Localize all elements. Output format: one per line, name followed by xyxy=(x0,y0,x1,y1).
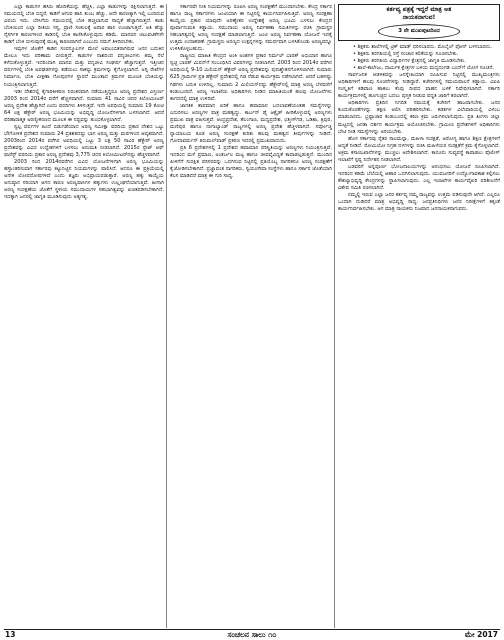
headline-line-2: ನಾಯಕನಾಗುವ! xyxy=(402,14,436,21)
paragraph: ಹೊಸ ಸರ್ಕಾರವು ರೈತರ ಸಾಲಮನ್ನಾ, ಮಹಿಳಾ ಸುರಕ್ಷತೆ, ಆರೋಗ್ಯ ಹಾಗೂ ಶಿಕ್ಷಣ ಕ್ಷೇತ್ರಗಳಿಗೆ ಆದ್ಯತೆ ನೀಡಿದೆ. ರೋಮಿಯೋ ನಿಗ್ರಹ ದಳಗಳನ್ನು ರಚಿಸಿ ಮಹಿಳೆಯರ ಸುರಕ್ಷತೆಗೆ ಕ್ರಮ ಕೈಗೊಳ್ಳಲಾಗಿದೆ. ಅಕ್ರಮ ಕಸಾಯಿಖಾನೆಗಳನ್ನು ಮುಚ್ಚಲು ಆದೇಶಿಸಲಾಗಿದೆ. ಕಾನೂನು ಸುವ್ಯವಸ್ಥೆ ಕಾಪಾಡಲು ಪೊಲೀಸ್ ಇಲಾಖೆಗೆ ಸ್ಪಷ್ಟ ನಿರ್ದೇಶನ ನೀಡಲಾಗಿದೆ. xyxy=(338,135,500,163)
paragraph: ಎಲ್ಲಾ ಕಾಡುಗಳ ಹಸಿರು ಹೊದಿಕೆಯನ್ನು ಹೆಚ್ಚಿಸಿ, ಎಲ್ಲಾ ಕಾಡುಗಳನ್ನು ರಕ್ಷಿಸಲಾಗುತ್ತದೆ. ಈ ಸಮಯದಲ್ಲಿ ಬೆಂಕಿ ಬಿದ್ದರೆ, ಕಾಡಿಗೆ ಆಗುವ ಹಾನಿ ತುಂಬ ಹೆಚ್ಚು. ಅದೇ ಕಾರಣಕ್ಕಾಗಿ ಇಲ್ಲಿ ಬಂದಿರುವ ವಿಷಯ ಇದು. ಬೇಸಿಗೆಯ ಸಮಯದಲ್ಲಿ ಬೆಂಕಿ ಹಚ್ಚಲಾಗುವ ಸಾಧ್ಯತೆ ಹೆಚ್ಚಾಗಿರುತ್ತದೆ. ಕಾಡು ಬೆಂಕಿಯಿಂದ ಎಲ್ಲಾ ರೀತಿಯ ಸಸ್ಯ, ಪ್ರಾಣಿ ಸಂಕುಲಕ್ಕೆ ಅಪಾರ ಹಾನಿ ಉಂಟಾಗುತ್ತದೆ. ಅತಿ ಹೆಚ್ಚು ನೈಸರ್ಗಿಕ ಕಾರಣಗಳಿಂದ ಕಾಡಿನಲ್ಲಿ ಬೆಂಕಿ ಕಾಣಿಸಿಕೊಳ್ಳುವುದು ಕಡಿಮೆ. ಮಾನವನ ಚಟುವಟಿಕೆಗಳೇ ಕಾಡಿಗೆ ಬೆಂಕಿ ಬೀಳುವುದಕ್ಕೆ ಮುಖ್ಯ ಕಾರಣವಾಗಿದೆ ಎಂಬುದು ನಮಗೆ ತಿಳಿದಿರಬೇಕು. xyxy=(4,4,164,46)
page-number: 13 xyxy=(5,630,16,639)
paragraph: ಇವುಗಳ ಜೊತೆಗೆ ಕಾಡಿನ ಸಂಪನ್ಮೂಲಗಳ ಮೇಲೆ ಅವಲಂಬಿತರಾಗಿರುವ ಜನರ ಬದುಕಿನ ಮೇಲೂ ಇದು ಪರಿಣಾಮ ಬೀರುತ್ತದೆ. ಕಾಡುಗಳ ನಾಶದಿಂದ ವನ್ಯಜೀವಿಗಳು ತಮ್ಮ ನೆಲೆ ಕಳೆದುಕೊಳ್ಳುತ್ತವೆ. ಇದರಿಂದಾಗಿ ಮಾನವ ಮತ್ತು ವನ್ಯಜೀವಿ ಸಂಘರ್ಷ ಹೆಚ್ಚಾಗುತ್ತದೆ. ಇತ್ತೀಚಿನ ವರ್ಷಗಳಲ್ಲಿ ಬೆಂಕಿ ಅವಘಡಗಳನ್ನು ತಡೆಯಲು ಸಾಕಷ್ಟು ಕ್ರಮಗಳನ್ನು ಕೈಗೊಳ್ಳಲಾಗಿದೆ. ಅಗ್ನಿ ರೇಖೆಗಳ ನಿರ್ಮಾಣ, ಬೆಂಕಿ ವೀಕ್ಷಣಾ ಗೋಪುರಗಳ ಸ್ಥಾಪನೆ ಮುಂತಾದ ಕ್ರಮಗಳ ಮೂಲಕ ಬೆಂಕಿಯನ್ನು ನಿಯಂತ್ರಿಸಲಾಗುತ್ತಿದೆ. xyxy=(4,46,164,88)
paragraph: ಪ್ರತಿ 6 ಪ್ರದೇಶಗಳಲ್ಲಿ 1 ಪ್ರದೇಶದ ಹವಾಮಾನ ಪರಿಸ್ಥಿತಿಯನ್ನು ಅರಣ್ಯಗಳು ನಿಯಂತ್ರಿಸುತ್ತವೆ. ಇದರಿಂದ ಮಳೆ ಪ್ರಮಾಣ, ಅಂತರ್ಜಲ ಮಟ್ಟ ಹಾಗೂ ಜೀವವೈವಿಧ್ಯತೆ ಕಾಪಾಡಲ್ಪಡುತ್ತದೆ. ಮುಂದಿನ ಪೀಳಿಗೆಗೆ ಸುರಕ್ಷಿತ ಪರಿಸರವನ್ನು ಒದಗಿಸುವ ನಿಟ್ಟಿನಲ್ಲಿ ಪ್ರತಿಯೊಬ್ಬ ನಾಗರಿಕನೂ ಅರಣ್ಯ ಸಂರಕ್ಷಣೆಗೆ ಕೈಜೋಡಿಸಬೇಕಾಗಿದೆ. ಪ್ರಜ್ಞಾವಂತ ನಾಗರಿಕರು, ಸ್ವಯಂಸೇವಾ ಸಂಸ್ಥೆಗಳು ಹಾಗೂ ಸರ್ಕಾರ ಜೊತೆಯಾಗಿ ಕೆಲಸ ಮಾಡಿದರೆ ಮಾತ್ರ ಈ ಗುರಿ ಸಾಧ್ಯ. xyxy=(170,144,332,180)
paragraph: ನಮ್ಮಲ್ಲಿ ಇರುವ ಎಲ್ಲಾ ಜನರ ಕರ್ತವ್ಯ ನಮ್ಮ ರಾಜ್ಯವನ್ನು ಉತ್ತಮ ಪಡಿಸುವುದೇ ಆಗಿದೆ. ಎಲ್ಲರೂ ಒಂದಾಗಿ ದುಡಿದರೆ ಮಾತ್ರ ಅಭಿವೃದ್ಧಿ ಸಾಧ್ಯ. ಜನಪ್ರತಿನಿಧಿಗಳು ಜನರ ನಿರೀಕ್ಷೆಗಳಿಗೆ ತಕ್ಕಂತೆ ಕಾರ್ಯನಿರ್ವಹಿಸಬೇಕು. ಆಗ ಮಾತ್ರ ನಾಯಕನು ನಿಜವಾದ ಜನನಾಯಕನಾಗುವನು. xyxy=(338,191,500,213)
headline-line-1: ಕರ್ತವ್ಯ ಪತ್ರಕ್ಕೆ ಇದ್ದರೆ ಮಾತ್ರ ಅತ xyxy=(386,6,452,13)
bullet-item: • ಶಿಕ್ಷಕರು ಶಾಲೆಗಳಲ್ಲಿ ಟ್ರಿಕ್ ಮಾಡ್ ಧರಿಸಬಾರದು. ಮೊಬೈಲ್ ಫೋನ್ ಬಳಸಬಾರದು. xyxy=(338,44,500,51)
paragraph: ರಾಷ್ಟ್ರೀಯ ಮಾಹಿತಿ ಕೇಂದ್ರದ ಅಂಕಿ ಅಂಶಗಳ ಪ್ರಕಾರ ನಿರ್ಮಲ್ ಭಾರತ್ ಅಭಿಯಾನ ಹಾಗೂ ಸ್ವಚ್ಛ ಭಾರತ್ ಮಿಷನ್‌ಗೆ ಸಂಬಂಧಿಸಿದ ವಿವರಗಳನ್ನು ನೀಡಲಾಗಿದೆ. 2003 ರಿಂದ 2014ರ ವರೆಗಿನ ಅವಧಿಯಲ್ಲಿ 9-10 ಮಿಲಿಯನ್ ಹೆಕ್ಟೇರ್ ಅರಣ್ಯ ಪ್ರದೇಶವನ್ನು ಪುನಃಶ್ಚೇತನಗೊಳಿಸಲಾಗಿದೆ. ಸುಮಾರು 625 ಗ್ರಾಮಗಳ ಪ್ರತಿ ಹೆಕ್ಟೇರ್ ಪ್ರದೇಶದಲ್ಲಿ ಗಿಡ ನೆಡುವ ಕಾರ್ಯಕ್ರಮ ನಡೆಸಲಾಗಿದೆ. ಆದರೆ ಬಹಳಷ್ಟು ಗಿಡಗಳು ಬದುಕಿ ಉಳಿದಿಲ್ಲ. ಸುಮಾರು 2 ಮಿಲಿಯನ್‌ನಷ್ಟು ಹೆಕ್ಟೇರ್‌ನಲ್ಲಿ ಮಾತ್ರ ಅರಣ್ಯ ಬೆಳವಣಿಗೆ ಕಂಡುಬಂದಿದೆ. ಅರಣ್ಯ ಇಲಾಖೆಯ ಅಧಿಕಾರಿಗಳು ನೀಡಿದ ಮಾಹಿತಿಯಂತೆ ಹಲವು ಯೋಜನೆಗಳು ಕಾಗದದಲ್ಲಿ ಮಾತ್ರ ಉಳಿದಿವೆ. xyxy=(170,53,332,102)
paragraph: ಇಡೀ ದೇಶದಲ್ಲಿ ಕೈಗಾರಿಕೀಕರಣ ನಿರಂತರವಾಗಿ ನಡೆಯುತ್ತಿದ್ದರೂ ಅರಣ್ಯ ಪ್ರದೇಶದ ವಿಸ್ತೀರ್ಣ 2003 ರಿಂದ 2014ರ ವರೆಗೆ ಹೆಚ್ಚಳವಾಗಿದೆ. ಸುಮಾರು 41 ಸಾವಿರ ಚದರ ಕಿಲೋಮೀಟರ್ ಅರಣ್ಯ ಪ್ರದೇಶ ಹೆಚ್ಚಾಗಿದೆ ಎಂದು ವರದಿಗಳು ತಿಳಿಸುತ್ತವೆ. ಇದೇ ಅವಧಿಯಲ್ಲಿ ಸುಮಾರು 19 ಕೋಟಿ 64 ಲಕ್ಷ ಹೆಕ್ಟೇರ್ ಅರಣ್ಯ ಭೂಮಿಯನ್ನು ಅಭಿವೃದ್ಧಿ ಯೋಜನೆಗಳಿಗಾಗಿ ಬಳಸಲಾಗಿದೆ. ಆದರೆ ಪರಿಹಾರಾತ್ಮಕ ಅರಣ್ಯೀಕರಣದ ಮೂಲಕ ಈ ನಷ್ಟವನ್ನು ತುಂಬಿಕೊಳ್ಳಲಾಗಿದೆ. xyxy=(4,88,164,123)
paragraph: 2003 ರಿಂದ 2014ರವರೆಗಿನ ವಿವಿಧ ಯೋಜನೆಗಳಿಗಾಗಿ ಅರಣ್ಯ ಭೂಮಿಯನ್ನು ಹಸ್ತಾಂತರಿಸುವಾಗ ಸರ್ಕಾರವು ಕಟ್ಟುನಿಟ್ಟಿನ ನಿಯಮಗಳನ್ನು ಪಾಲಿಸಿದೆ. ಆದರೂ ಈ ಪ್ರಕ್ರಿಯೆಯಲ್ಲಿ ಅನೇಕ ಲೋಪದೋಷಗಳಿವೆ ಎಂದು ತಜ್ಞರು ಅಭಿಪ್ರಾಯಪಡುತ್ತಾರೆ. ಅರಣ್ಯ ಹಕ್ಕು ಕಾಯ್ದೆಯ ಅನುಷ್ಠಾನ ಸರಿಯಾಗಿ ಆಗದ ಕಾರಣ ಅರಣ್ಯವಾಸಿಗಳ ಹಕ್ಕುಗಳು ಉಲ್ಲಂಘನೆಯಾಗುತ್ತಿವೆ. ಹೀಗಾಗಿ ಅರಣ್ಯ ಸಂರಕ್ಷಣೆಯ ಜೊತೆಗೆ ಸ್ಥಳೀಯ ಸಮುದಾಯಗಳ ಸಹಭಾಗಿತ್ವವನ್ನು ಖಚಿತಪಡಿಸಬೇಕಾಗಿದೆ. ಇದಕ್ಕಾಗಿ ಜನರಲ್ಲಿ ಜಾಗೃತಿ ಮೂಡಿಸುವುದು ಅತ್ಯಗತ್ಯ. xyxy=(4,159,164,201)
headline-box xyxy=(338,4,500,41)
paragraph: ಸಾರ್ವಜನಿಕ ಆಡಳಿತವನ್ನು ಜನಸ್ನೇಹಿಯಾಗಿ ರೂಪಿಸುವ ನಿಟ್ಟಿನಲ್ಲಿ ಮುಖ್ಯಮಂತ್ರಿಗಳು ಅಧಿಕಾರಿಗಳಿಗೆ ಹಲವು ಸೂಚನೆಗಳನ್ನು ನೀಡಿದ್ದಾರೆ. ಕಚೇರಿಗಳಲ್ಲಿ ಸಮಯಪಾಲನೆ ಕಡ್ಡಾಯ. ವಿಐಪಿ ಸಂಸ್ಕೃತಿಗೆ ಕಡಿವಾಣ ಹಾಕಲು ಕೆಂಪು ದೀಪದ ವಾಹನ ಬಳಕೆ ನಿಷೇಧಿಸಲಾಗಿದೆ. ಸರ್ಕಾರಿ ಕಾರ್ಯಕ್ರಮಗಳಲ್ಲಿ ಹೂಗುಚ್ಛದ ಬದಲು ಪುಸ್ತಕ ನೀಡುವ ಪದ್ಧತಿ ಜಾರಿಗೆ ತರಲಾಗಿದೆ. xyxy=(338,72,500,100)
issue-date: ಮೇ 2017 xyxy=(464,630,498,639)
article-column-1 xyxy=(4,4,164,628)
column-divider xyxy=(334,4,335,628)
paragraph: ಅಧಿಕಾರಿಗಳು ಪ್ರತಿದಿನ ನಿಗದಿತ ಸಮಯಕ್ಕೆ ಕಚೇರಿಗೆ ಹಾಜರಾಗಬೇಕು. ಜನರ ಕುಂದುಕೊರತೆಗಳನ್ನು ತಕ್ಷಣ ಆಲಿಸಿ ಪರಿಹರಿಸಬೇಕು. ಕಡತಗಳ ವಿಲೇವಾರಿಯಲ್ಲಿ ವಿಳಂಬ ಮಾಡಬಾರದು. ಭ್ರಷ್ಟಾಚಾರ ಕಂಡುಬಂದಲ್ಲಿ ಕಠಿಣ ಕ್ರಮ ಜರುಗಿಸಲಾಗುವುದು. ಪ್ರತಿ ತಿಂಗಳು ಜಿಲ್ಲಾ ಮಟ್ಟದಲ್ಲಿ ಜನತಾ ದರ್ಶನ ಕಾರ್ಯಕ್ರಮ ಆಯೋಜಿಸಬೇಕು. ಗ್ರಾಮೀಣ ಪ್ರದೇಶಗಳಿಗೆ ಅಧಿಕಾರಿಗಳು ಭೇಟಿ ನೀಡಿ ಸಮಸ್ಯೆಗಳನ್ನು ಅರಿಯಬೇಕು. xyxy=(338,100,500,135)
bullet-item: • ಶಾಲೆ-ಕಾಲೇಜು, ಧಾರ್ಮಿಕ ಕ್ಷೇತ್ರಗಳ ಬಳಿಯ ಮದ್ಯದಂಗಡಿ ಬಂದ್‌ಗೆ ಯೋಗ ಸೂಚನೆ. xyxy=(338,65,500,72)
article-column-2 xyxy=(170,4,332,628)
bullet-item: • ಶಿಕ್ಷಕರು ತರಗತಿಯಲ್ಲಿ ರಸ್ತೆ ಸಂಚಾರ ಕಲಿಕೆಯನ್ನು ಸೂಚಿಸಬೇಕು. xyxy=(338,51,500,58)
paragraph: ಜಾಗತಿಕ ತಾಪಮಾನ ಏರಿಕೆ ಹಾಗೂ ಹವಾಮಾನ ಬದಲಾವಣೆಯಂತಹ ಸಮಸ್ಯೆಗಳನ್ನು ಎದುರಿಸಲು ಅರಣ್ಯಗಳ ಪಾತ್ರ ಮಹತ್ವದ್ದು. ಕಾರ್ಬನ್ ಡೈ ಆಕ್ಸೈಡ್ ಹೀರಿಕೊಳ್ಳುವಲ್ಲಿ ಅರಣ್ಯಗಳು ಪ್ರಮುಖ ಪಾತ್ರ ವಹಿಸುತ್ತವೆ. ಆಂಧ್ರಪ್ರದೇಶ, ತೆಲಂಗಾಣ, ಮಧ್ಯಪ್ರದೇಶ, ಛತ್ತೀಸ್‌ಗಢ, ಒಡಿಶಾ, ತ್ರಿಪುರ, ಮಣಿಪುರ ಹಾಗೂ ನಾಗಾಲ್ಯಾಂಡ್ ರಾಜ್ಯಗಳಲ್ಲಿ ಅರಣ್ಯ ಪ್ರದೇಶ ಹೆಚ್ಚಳವಾಗಿದೆ. ಸರ್ವೋಚ್ಚ ನ್ಯಾಯಾಲಯ ಕೂಡ ಅರಣ್ಯ ಸಂರಕ್ಷಣೆ ಕುರಿತು ಹಲವು ಮಹತ್ವದ ತೀರ್ಪುಗಳನ್ನು ನೀಡಿದೆ. ಗೋದಾವರ್ಮನ್ ತಿರುಮಲ್‌ಪಾಡ್ ಪ್ರಕರಣ ಇದರಲ್ಲಿ ಪ್ರಮುಖವಾದುದು. xyxy=(170,102,332,144)
magazine-name: ಸಂಚಲನ ಸಾಲು ೧೦ xyxy=(227,630,277,639)
article-column-3 xyxy=(338,4,500,628)
paragraph: ಸರ್ಕಾರವೇ ನೀತಿ ನಿಯಮಗಳನ್ನು ರೂಪಿಸಿ ಅರಣ್ಯ ಸಂರಕ್ಷಣೆಗೆ ಮುಂದಾಗಬೇಕು. ಕೇಂದ್ರ ಸರ್ಕಾರ ಹಾಗೂ ರಾಜ್ಯ ಸರ್ಕಾರಗಳು ಜಂಟಿಯಾಗಿ ಈ ನಿಟ್ಟಿನಲ್ಲಿ ಕಾರ್ಯನಿರ್ವಹಿಸುತ್ತಿವೆ. ಅರಣ್ಯ ಸಂರಕ್ಷಣಾ ಕಾಯ್ದೆಯ ಪ್ರಕಾರ ಯಾವುದೇ ಅರಣ್ಯೇತರ ಉದ್ದೇಶಕ್ಕೆ ಅರಣ್ಯ ಭೂಮಿ ಬಳಸಲು ಕೇಂದ್ರದ ಪೂರ್ವಾನುಮತಿ ಕಡ್ಡಾಯ. ಸಮುದಾಯ ಅರಣ್ಯ ನಿರ್ವಹಣಾ ಸಮಿತಿಗಳನ್ನು ರಚಿಸಿ ಗ್ರಾಮಸ್ಥರ ಸಹಭಾಗಿತ್ವದಲ್ಲಿ ಅರಣ್ಯ ಸಂರಕ್ಷಣೆ ಮಾಡಲಾಗುತ್ತಿದೆ. ಜಂಟಿ ಅರಣ್ಯ ನಿರ್ವಹಣಾ ಯೋಜನೆ ಇದಕ್ಕೆ ಉತ್ತಮ ಉದಾಹರಣೆ. ಗ್ರಾಮಸ್ಥರು ಅರಣ್ಯದ ಉತ್ಪನ್ನಗಳನ್ನು ಸಮರ್ಥವಾಗಿ ಬಳಸಿಕೊಂಡು ಅರಣ್ಯವನ್ನೂ ಉಳಿಸಿಕೊಳ್ಳಬಹುದು. xyxy=(170,4,332,53)
paragraph: ಬಡವರಿಗೆ ಅನ್ನಪೂರ್ಣ ಭೋಜನಾಲಯಗಳನ್ನು ಆರಂಭಿಸಲು ಯೋಜನೆ ರೂಪಿಸಲಾಗಿದೆ. ಇದರಿಂದ ಕಡಿಮೆ ಬೆಲೆಯಲ್ಲಿ ಆಹಾರ ಒದಗಿಸಲಾಗುವುದು. ಯುವಜನರಿಗೆ ಉದ್ಯೋಗಾವಕಾಶ ಕಲ್ಪಿಸಲು ಕೌಶಲ್ಯಾಭಿವೃದ್ಧಿ ಕೇಂದ್ರಗಳನ್ನು ಸ್ಥಾಪಿಸಲಾಗುವುದು. ಎಲ್ಲ ಇಲಾಖೆಗಳ ಕಾರ್ಯವೈಖರಿ ಪರಿಶೀಲನೆಗೆ ವಿಶೇಷ ಸಮಿತಿ ರಚಿಸಲಾಗಿದೆ. xyxy=(338,163,500,191)
paragraph: ಸ್ವಲ್ಪ ವರ್ಷಗಳ ಹಿಂದೆ ಬಿಡುಗಡೆಯಾದ ಅರಣ್ಯ ಸಮೀಕ್ಷಾ ವರದಿಯ ಪ್ರಕಾರ ದೇಶದ ಒಟ್ಟು ಭೌಗೋಳಿಕ ಪ್ರದೇಶದ ಸುಮಾರು 24 ಪ್ರತಿಶತದಷ್ಟು ಭಾಗ ಅರಣ್ಯ ಮತ್ತು ಮರಗಳಿಂದ ಆವೃತವಾಗಿದೆ. 2003ರಿಂದ 2014ರ ವರೆಗಿನ ಅವಧಿಯಲ್ಲಿ ಒಟ್ಟು 3 ಲಕ್ಷ 50 ಸಾವಿರ ಹೆಕ್ಟೇರ್ ಅರಣ್ಯ ಪ್ರದೇಶವನ್ನು ವಿವಿಧ ಉದ್ದೇಶಗಳಿಗೆ ಬಳಸಲು ಅನುಮತಿ ನೀಡಲಾಗಿದೆ. 2015ರ ಸ್ಟೇಟ್ ಆಫ್ ಫಾರೆಸ್ಟ್ ವರದಿಯ ಪ್ರಕಾರ ಅರಣ್ಯ ಪ್ರದೇಶವು 3,775 ಚದರ ಕಿಲೋಮೀಟರ್‌ನಷ್ಟು ಹೆಚ್ಚಳವಾಗಿದೆ. xyxy=(4,123,164,158)
continued-from-badge: 3 ನೇ ಮುಖಪುಟದಿಂದ xyxy=(378,24,460,39)
column-divider xyxy=(166,4,167,628)
bullet-item: • ಶಿಕ್ಷಕರು ತರಗತಿಯ ವಿದ್ಯಾರ್ಥಿಗಳ ಕ್ಷೇತ್ರದಲ್ಲಿ ಜಾಗೃತಿ ಮೂಡಿಸಬೇಕು. xyxy=(338,58,500,65)
